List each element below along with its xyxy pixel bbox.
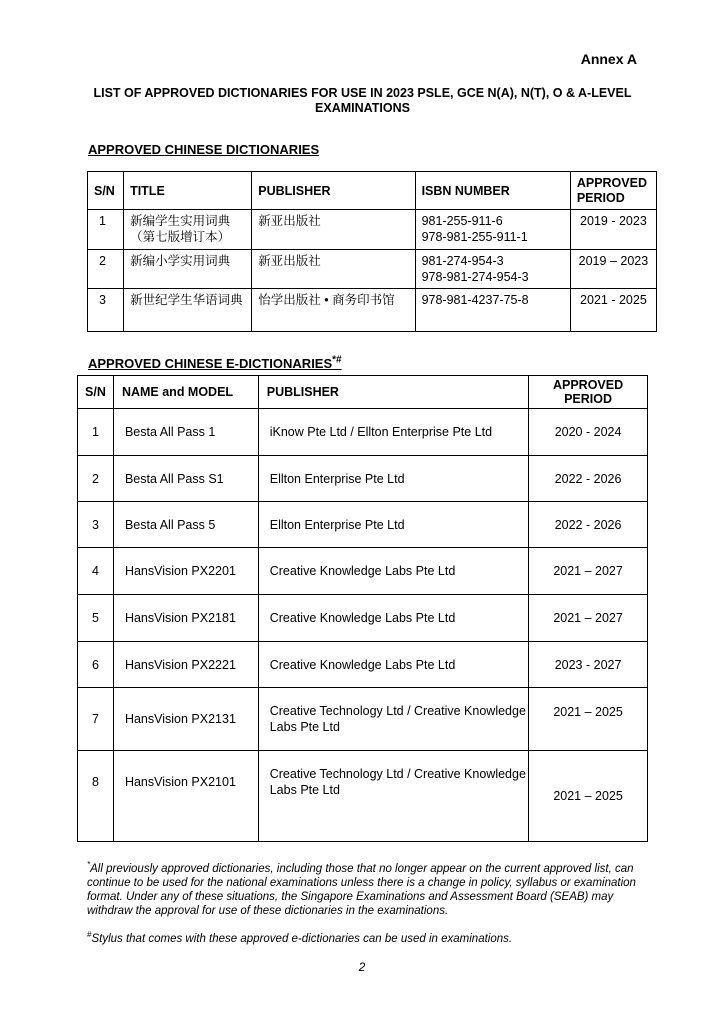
chinese-e-dictionaries-table bbox=[77, 375, 648, 842]
row-name: HansVision PX2101 bbox=[113, 751, 258, 842]
footnote-star-mark: * bbox=[87, 860, 91, 869]
header-publisher: PUBLISHER bbox=[258, 376, 528, 409]
footnote-hash-mark: # bbox=[87, 929, 92, 939]
row-isbn bbox=[415, 210, 570, 250]
isbn-13: 978-981-274-954-3 bbox=[421, 270, 529, 284]
e-dictionaries-heading-text: APPROVED CHINESE E-DICTIONARIES bbox=[88, 356, 333, 371]
isbn-10: 981-255-911-6 bbox=[421, 214, 503, 228]
row-period: 2021 – 2025 bbox=[529, 751, 648, 842]
footnote-hash bbox=[87, 928, 647, 946]
row-sn: 1 bbox=[78, 409, 114, 456]
row-isbn bbox=[415, 250, 570, 289]
row-publisher: Creative Technology Ltd / Creative Knowledge Labs Pte Ltd bbox=[258, 688, 528, 751]
row-publisher: 新亚出版社 bbox=[252, 210, 415, 250]
header-approved-period: APPROVED PERIOD bbox=[529, 376, 648, 409]
row-period: 2022 - 2026 bbox=[529, 456, 648, 502]
row-name: HansVision PX2181 bbox=[113, 595, 258, 642]
row-publisher: Creative Knowledge Labs Pte Ltd bbox=[258, 642, 528, 688]
header-isbn: ISBN NUMBER bbox=[415, 172, 570, 210]
document-title: LIST OF APPROVED DICTIONARIES FOR USE IN 2023 PSLE, GCE N(A), N(T), O & A-LEVEL EXAMINATIONS bbox=[93, 86, 632, 115]
table-row bbox=[88, 250, 657, 289]
annex-label: Annex A bbox=[580, 51, 637, 67]
row-period: 2019 – 2023 bbox=[570, 250, 656, 289]
page-number: 2 bbox=[358, 960, 366, 974]
row-sn: 4 bbox=[78, 548, 114, 595]
row-period: 2021 - 2025 bbox=[570, 289, 656, 332]
table-row bbox=[78, 688, 648, 751]
table-row bbox=[78, 456, 648, 502]
table-row bbox=[78, 548, 648, 595]
row-name: Besta All Pass 5 bbox=[113, 502, 258, 548]
header-sn: S/N bbox=[78, 376, 114, 409]
row-period: 2023 - 2027 bbox=[529, 642, 648, 688]
footnote-star bbox=[87, 858, 647, 918]
row-publisher: Ellton Enterprise Pte Ltd bbox=[258, 502, 528, 548]
row-period: 2021 – 2025 bbox=[529, 688, 648, 751]
row-title: 新编小学实用词典 bbox=[124, 250, 252, 289]
row-period: 2022 - 2026 bbox=[529, 502, 648, 548]
row-name: Besta All Pass S1 bbox=[113, 456, 258, 502]
isbn-10: 981-274-954-3 bbox=[421, 254, 504, 268]
row-name: HansVision PX2131 bbox=[113, 688, 258, 751]
table-row bbox=[78, 595, 648, 642]
header-title: TITLE bbox=[124, 172, 252, 210]
header-sn: S/N bbox=[88, 172, 124, 210]
heading-footnote-mark: *# bbox=[332, 354, 342, 366]
table-header-row bbox=[88, 172, 657, 210]
row-publisher: 怡学出版社 • 商务印书馆 bbox=[252, 289, 415, 332]
table-header-row bbox=[78, 376, 648, 409]
row-publisher: Ellton Enterprise Pte Ltd bbox=[258, 456, 528, 502]
row-publisher: Creative Knowledge Labs Pte Ltd bbox=[258, 548, 528, 595]
row-title: 新编学生实用词典（第七版增订本） bbox=[124, 210, 252, 250]
table-row bbox=[78, 642, 648, 688]
row-sn: 3 bbox=[78, 502, 114, 548]
row-sn: 2 bbox=[88, 250, 124, 289]
row-sn: 1 bbox=[88, 210, 124, 250]
row-name: HansVision PX2221 bbox=[113, 642, 258, 688]
isbn-13: 978-981-255-911-1 bbox=[421, 230, 528, 244]
row-name: HansVision PX2201 bbox=[113, 548, 258, 595]
row-period: 2020 - 2024 bbox=[529, 409, 648, 456]
row-publisher: 新亚出版社 bbox=[252, 250, 415, 289]
row-sn: 8 bbox=[78, 751, 114, 842]
chinese-dictionaries-heading: APPROVED CHINESE DICTIONARIES bbox=[88, 142, 320, 157]
row-publisher: Creative Technology Ltd / Creative Knowledge Labs Pte Ltd bbox=[258, 751, 528, 842]
footnotes bbox=[87, 858, 647, 956]
row-publisher: Creative Knowledge Labs Pte Ltd bbox=[258, 595, 528, 642]
footnote-star-text: All previously approved dictionaries, including those that no longer appear on the current approved list, can continue to be used for the national examinations unless there is a change in policy, syllabus or examination format. Under any of these situations, the Singapore Examinations and Assessment Board (SEAB) may withdraw the approval for use of these dictionaries in the examinations. bbox=[87, 862, 636, 917]
row-period: 2021 – 2027 bbox=[529, 595, 648, 642]
header-approved-period: APPROVED PERIOD bbox=[570, 172, 656, 210]
row-sn: 3 bbox=[88, 289, 124, 332]
row-publisher: iKnow Pte Ltd / Ellton Enterprise Pte Ltd bbox=[258, 409, 528, 456]
chinese-dictionaries-table bbox=[87, 171, 657, 332]
table-row bbox=[78, 502, 648, 548]
row-sn: 6 bbox=[78, 642, 114, 688]
header-name-model: NAME and MODEL bbox=[113, 376, 258, 409]
table-row bbox=[88, 210, 657, 250]
row-name: Besta All Pass 1 bbox=[113, 409, 258, 456]
row-sn: 7 bbox=[78, 688, 114, 751]
row-period: 2021 – 2027 bbox=[529, 548, 648, 595]
footnote-hash-text: Stylus that comes with these approved e-dictionaries can be used in examinations. bbox=[91, 932, 513, 945]
row-isbn: 978-981-4237-75-8 bbox=[415, 289, 570, 332]
table-row bbox=[78, 409, 648, 456]
row-period: 2019 - 2023 bbox=[570, 210, 656, 250]
chinese-e-dictionaries-heading bbox=[88, 356, 342, 371]
row-title: 新世纪学生华语词典 bbox=[124, 289, 252, 332]
row-sn: 5 bbox=[78, 595, 114, 642]
table-row bbox=[78, 751, 648, 842]
row-sn: 2 bbox=[78, 456, 114, 502]
table-row bbox=[88, 289, 657, 332]
header-publisher: PUBLISHER bbox=[252, 172, 415, 210]
